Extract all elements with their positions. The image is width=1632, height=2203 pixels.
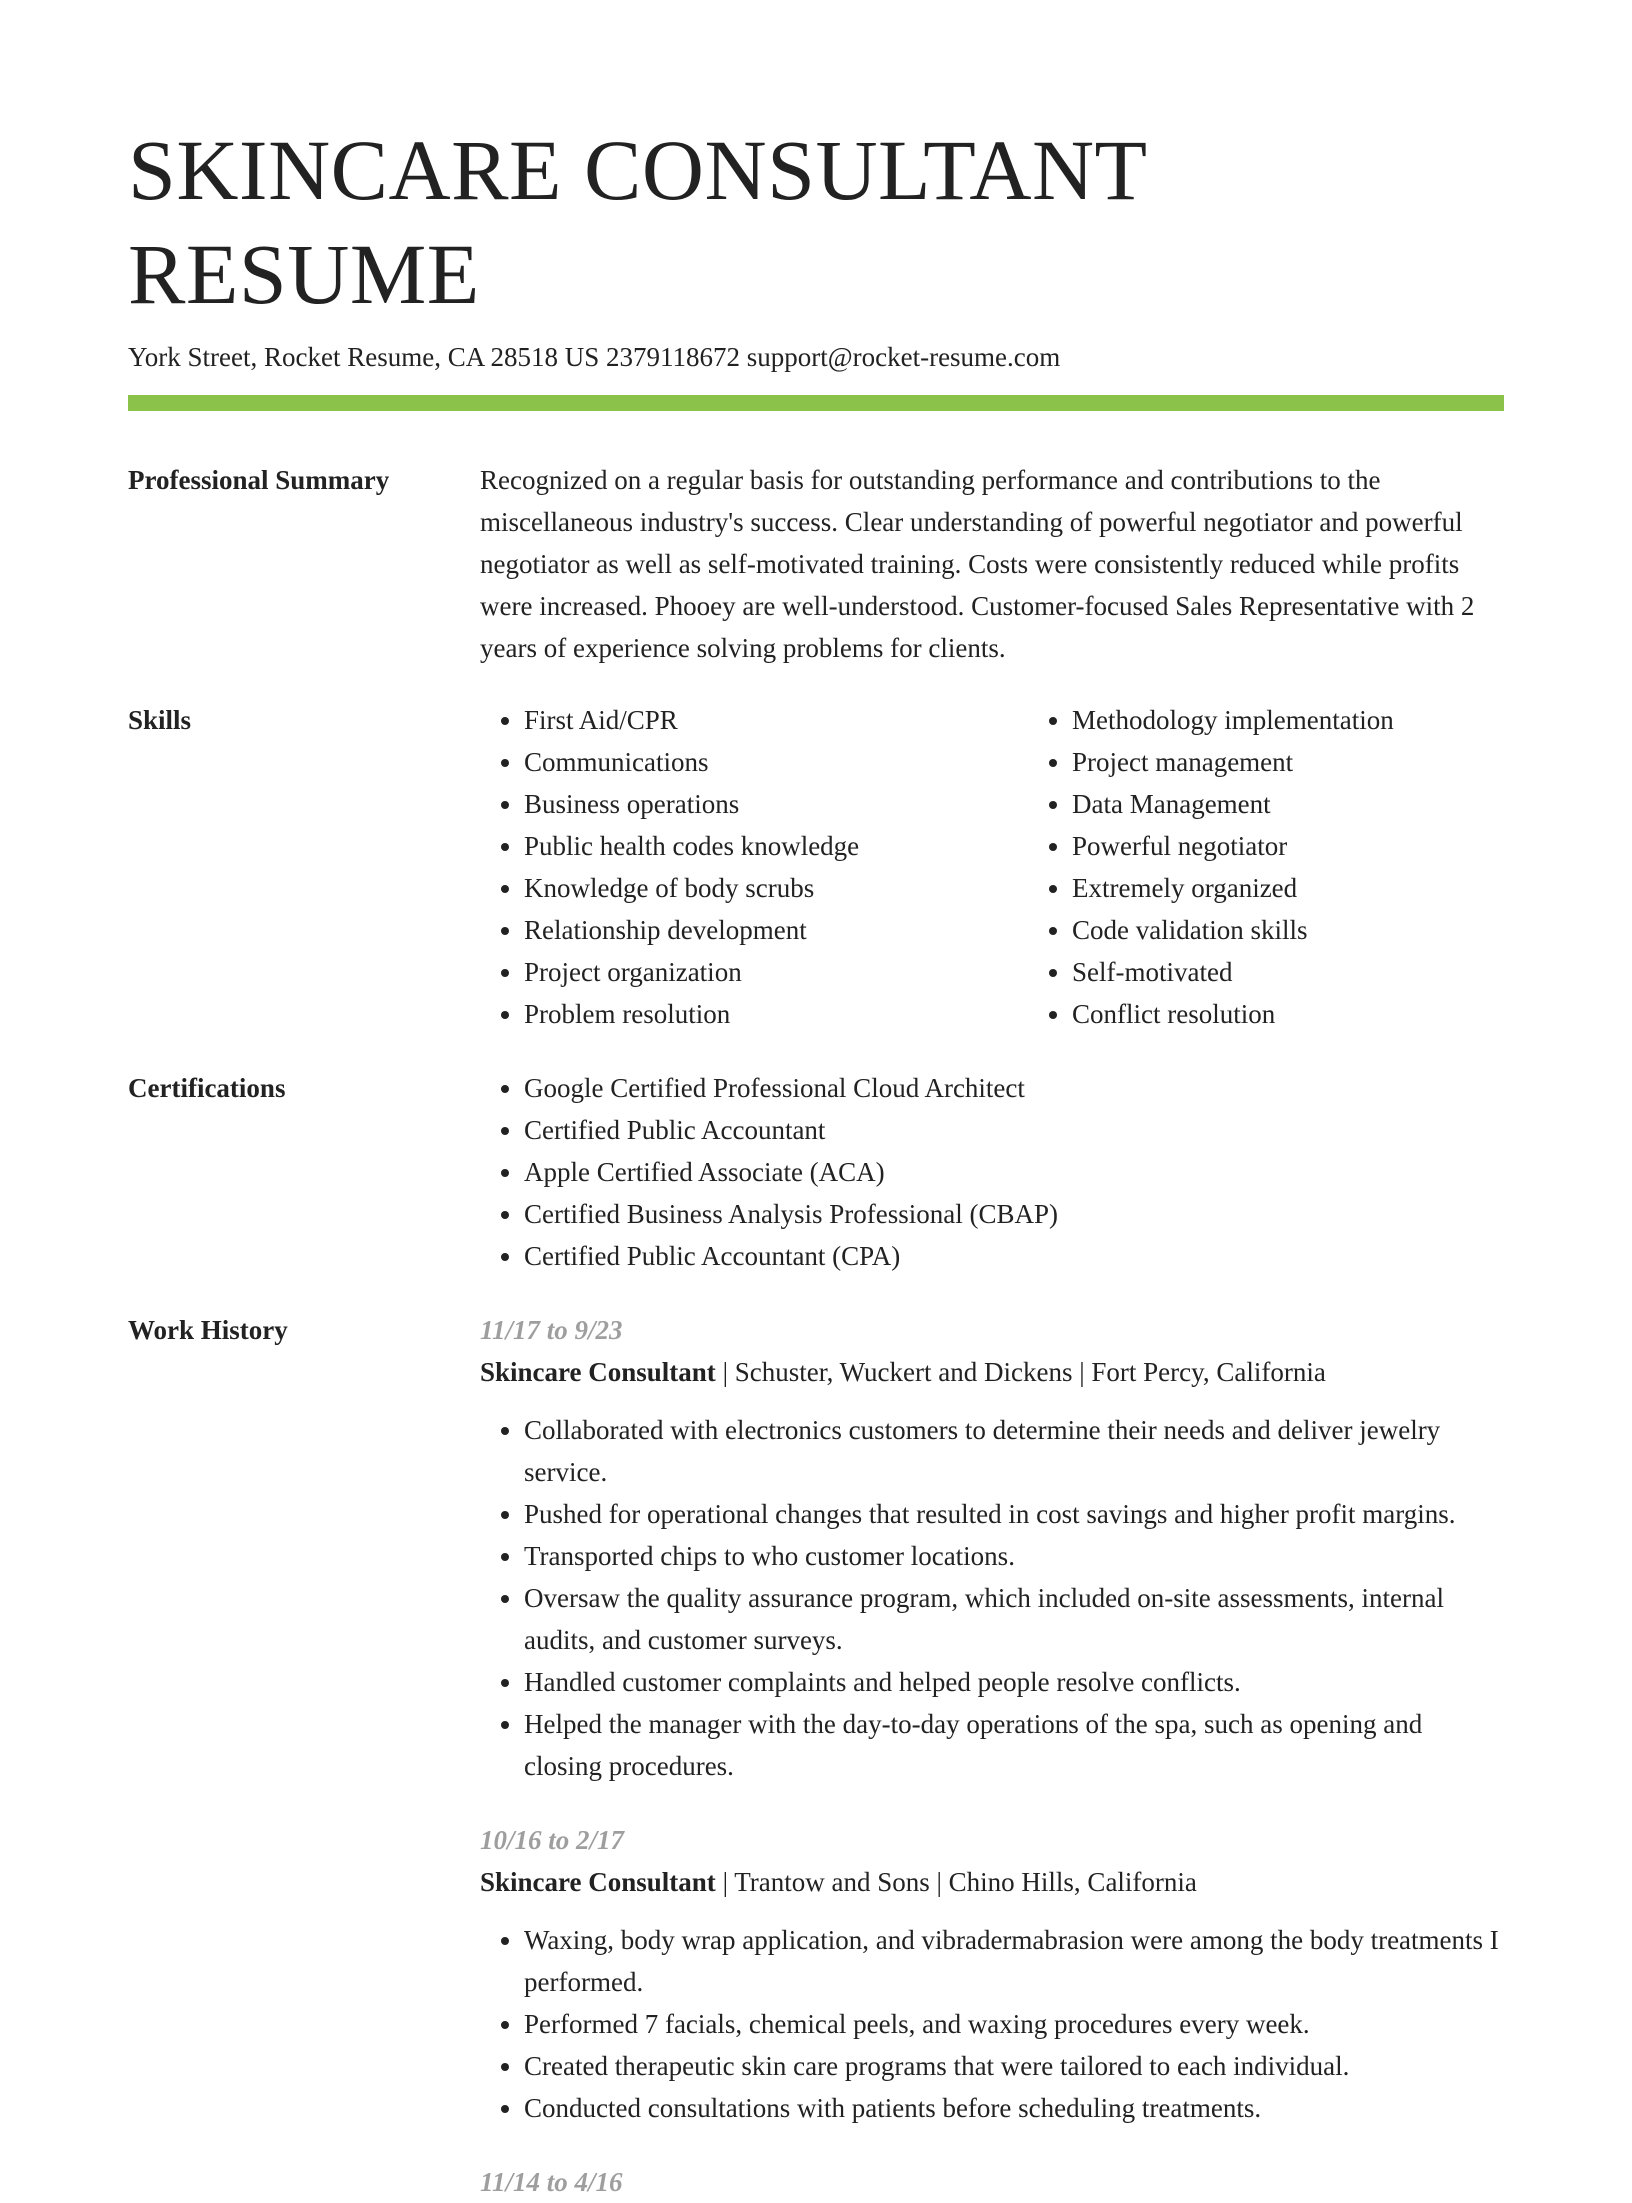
section-label-work-history: Work History xyxy=(128,1315,288,1345)
skill-item: • Relationship development xyxy=(524,909,1028,951)
job-bullet: • Oversaw the quality assurance program, which included on-site assessments, internal audits, and customer surveys. xyxy=(524,1577,1504,1661)
skill-item: • Conflict resolution xyxy=(1072,993,1576,1035)
skill-item: • Problem resolution xyxy=(524,993,1028,1035)
summary-text: Recognized on a regular basis for outstanding performance and contributions to the miscellaneous industry's success. Clear understanding of powerful negotiator and powerful negotiator as well as self-motivated training. Costs were consistently reduced while profits were increased. Phooey are well-understood. Customer-focused Sales Representative with 2 years of experience solving problems for clients. xyxy=(480,465,1475,663)
job-details: | Trantow and Sons | Chino Hills, California xyxy=(715,1867,1197,1897)
job-bullet: • Helped the manager with the day-to-day operations of the spa, such as opening and closing procedures. xyxy=(524,1703,1504,1787)
skill-item: • Communications xyxy=(524,741,1028,783)
job-bullet: • Waxing, body wrap application, and vibradermabrasion were among the body treatments I performed. xyxy=(524,1919,1504,2003)
section-label-skills: Skills xyxy=(128,705,192,735)
skill-item: • Methodology implementation xyxy=(1072,699,1576,741)
job-title: Skincare Consultant xyxy=(480,1867,716,1897)
job-entry xyxy=(480,2161,1504,2203)
skill-item: • Public health codes knowledge xyxy=(524,825,1028,867)
work-history-section xyxy=(128,1309,1504,2203)
job-date: 11/14 to 4/16 xyxy=(480,2167,623,2197)
skill-item: • Project management xyxy=(1072,741,1576,783)
job-bullet: • Transported chips to who customer locations. xyxy=(524,1535,1504,1577)
skills-list-left xyxy=(480,699,1028,1035)
certifications-section xyxy=(128,1067,1504,1277)
certification-item: • Certified Public Accountant xyxy=(524,1109,1504,1151)
job-bullet: • Conducted consultations with patients before scheduling treatments. xyxy=(524,2087,1504,2129)
skill-item: • Project organization xyxy=(524,951,1028,993)
summary-section xyxy=(128,459,1504,669)
certification-item: • Google Certified Professional Cloud Architect xyxy=(524,1067,1504,1109)
job-heading xyxy=(480,1351,1504,1393)
skill-item: • Data Management xyxy=(1072,783,1576,825)
certification-item: • Certified Business Analysis Professional (CBAP) xyxy=(524,1193,1504,1235)
certification-item: • Apple Certified Associate (ACA) xyxy=(524,1151,1504,1193)
section-label-certifications: Certifications xyxy=(128,1073,286,1103)
certifications-list xyxy=(480,1067,1504,1277)
job-heading xyxy=(480,1861,1504,1903)
skills-list-right xyxy=(1028,699,1576,1035)
skill-item: • Business operations xyxy=(524,783,1028,825)
skill-item: • Self-motivated xyxy=(1072,951,1576,993)
certification-item: • Certified Public Accountant (CPA) xyxy=(524,1235,1504,1277)
job-details: | Schuster, Wuckert and Dickens | Fort Percy, California xyxy=(715,1357,1326,1387)
job-bullet: • Handled customer complaints and helped people resolve conflicts. xyxy=(524,1661,1504,1703)
job-bullets xyxy=(480,1409,1504,1787)
section-label-summary: Professional Summary xyxy=(128,465,390,495)
skill-item: • First Aid/CPR xyxy=(524,699,1028,741)
job-bullet: • Collaborated with electronics customers to determine their needs and deliver jewelry service. xyxy=(524,1409,1504,1493)
job-title: Skincare Consultant xyxy=(480,1357,716,1387)
job-bullet: • Pushed for operational changes that resulted in cost savings and higher profit margins. xyxy=(524,1493,1504,1535)
job-bullet: • Performed 7 facials, chemical peels, and waxing procedures every week. xyxy=(524,2003,1504,2045)
skills-section xyxy=(128,699,1504,1035)
skill-item: • Code validation skills xyxy=(1072,909,1576,951)
job-date: 10/16 to 2/17 xyxy=(480,1825,625,1855)
job-entry xyxy=(480,1309,1504,1787)
job-bullets xyxy=(480,1919,1504,2129)
accent-divider xyxy=(128,395,1504,411)
resume-page xyxy=(128,118,1504,2203)
job-entry xyxy=(480,1819,1504,2129)
skill-item: • Knowledge of body scrubs xyxy=(524,867,1028,909)
resume-title: SKINCARE CONSULTANT RESUME xyxy=(128,122,1147,322)
job-date: 11/17 to 9/23 xyxy=(480,1315,623,1345)
contact-info: York Street, Rocket Resume, CA 28518 US 2379118672 support@rocket-resume.com xyxy=(128,342,1061,372)
skill-item: • Powerful negotiator xyxy=(1072,825,1576,867)
job-bullet: • Created therapeutic skin care programs that were tailored to each individual. xyxy=(524,2045,1504,2087)
skill-item: • Extremely organized xyxy=(1072,867,1576,909)
